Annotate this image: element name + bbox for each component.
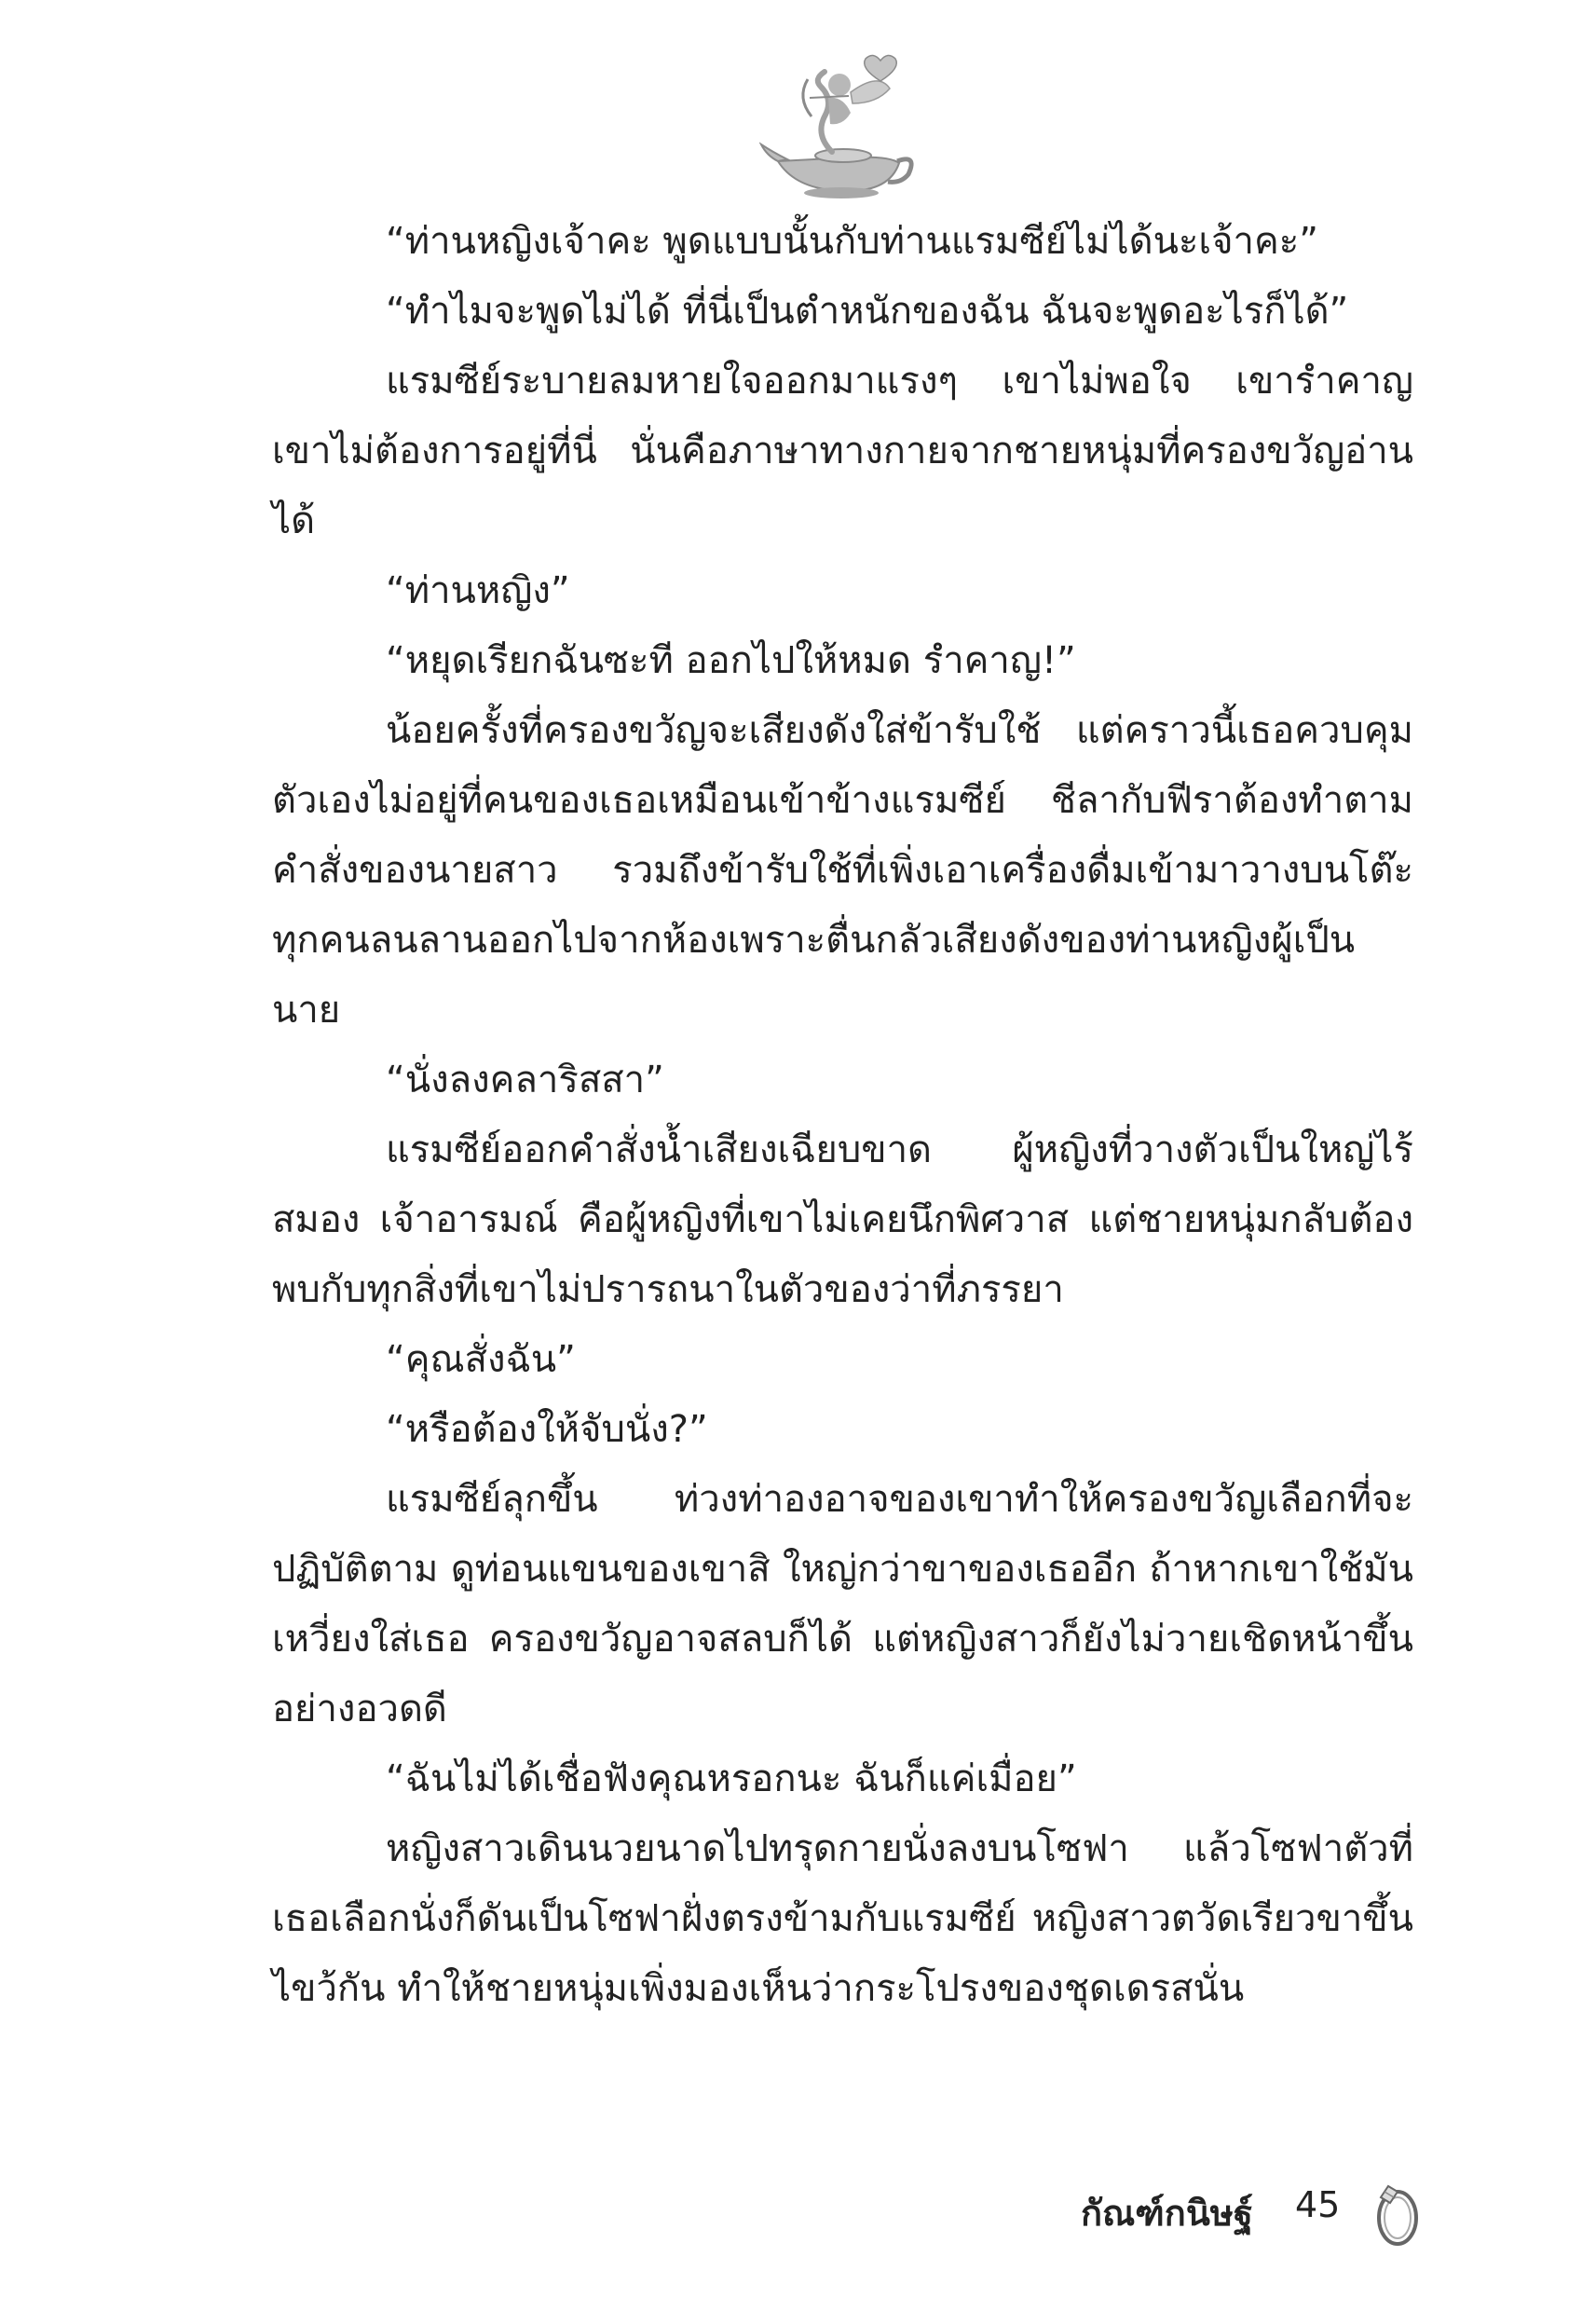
page-number: 45 bbox=[1295, 2184, 1341, 2225]
paragraph: “นั่งลงคลาริสสา” bbox=[386, 1059, 664, 1101]
paragraph: แรมซีย์ออกคำสั่งน้ำเสียงเฉียบขาด ผู้หญิงที่วางตัวเป็นใหญ่ไร้สมอง เจ้าอารมณ์ คือผู้หญิงที่เขาไม่เคยนึกพิศวาส แต่ชายหนุ่มกลับต้องพบกับทุกสิ่งที่เขาไม่ปรารถนาในตัวของว่าที่ภรรยา bbox=[272, 1128, 1413, 1311]
author-name: กัณฑ์กนิษฐ์ bbox=[1081, 2193, 1253, 2234]
page-footer bbox=[1071, 2171, 1444, 2255]
paragraph: “ท่านหญิงเจ้าคะ พูดแบบนั้นกับท่านแรมซีย์ไม่ได้นะเจ้าคะ” bbox=[386, 220, 1318, 263]
paragraph: “ทำไมจะพูดไม่ได้ ที่นี่เป็นตำหนักของฉัน ฉันจะพูดอะไรก็ได้” bbox=[386, 290, 1349, 333]
paragraph: “คุณสั่งฉัน” bbox=[386, 1338, 576, 1381]
paragraph: หญิงสาวเดินนวยนาดไปทรุดกายนั่งลงบนโซฟา แล้วโซฟาตัวที่เธอเลือกนั่งก็ดันเป็นโซฟาฝั่งตรงข้ามกับแรมซีย์ หญิงสาวตวัดเรียวขาขึ้นไขว้กัน ทำให้ชายหนุ่มเพิ่งมองเห็นว่ากระโปรงของชุดเดรสนั่น bbox=[272, 1827, 1413, 2010]
paragraph: น้อยครั้งที่ครองขวัญจะเสียงดังใส่ข้ารับใช้ แต่คราวนี้เธอควบคุมตัวเองไม่อยู่ที่คนของเธอเหมือนเข้าข้างแรมซีย์ ชีลากับฟีราต้องทำตามคำสั่งของนายสาว รวมถึงข้ารับใช้ที่เพิ่งเอาเครื่องดื่มเข้ามาวางบนโต๊ะทุกคนลนลานออกไปจากห้องเพราะตื่นกลัวเสียงดังของท่านหญิงผู้เป็นนาย bbox=[272, 709, 1413, 1032]
paragraph: แรมซีย์ลุกขึ้น ท่วงท่าองอาจของเขาทำให้ครองขวัญเลือกที่จะปฏิบัติตาม ดูท่อนแขนของเขาสิ ใหญ่กว่าขาของเธออีก ถ้าหากเขาใช้มันเหวี่ยงใส่เธอ ครองขวัญอาจสลบก็ได้ แต่หญิงสาวก็ยังไม่วายเชิดหน้าขึ้นอย่างอวดดี bbox=[272, 1478, 1413, 1730]
paragraph: “ท่านหญิง” bbox=[386, 569, 570, 612]
paragraph: “ฉันไม่ได้เชื่อฟังคุณหรอกนะ ฉันก็แค่เมื่อย” bbox=[386, 1757, 1077, 1800]
paragraph: แรมซีย์ระบายลมหายใจออกมาแรงๆ เขาไม่พอใจ เขารำคาญ เขาไม่ต้องการอยู่ที่นี่ นั่นคือภาษาทางกายจากชายหนุ่มที่ครองขวัญอ่านได้ bbox=[272, 360, 1413, 542]
chapter-text bbox=[272, 207, 1413, 2024]
paragraph: “หยุดเรียกฉันซะที ออกไปให้หมด รำคาญ!” bbox=[386, 639, 1076, 682]
paragraph: “หรือต้องให้จับนั่ง?” bbox=[386, 1408, 708, 1451]
cupid-on-magic-lamp-icon bbox=[759, 51, 918, 200]
diamond-ring-icon bbox=[1370, 2173, 1422, 2248]
